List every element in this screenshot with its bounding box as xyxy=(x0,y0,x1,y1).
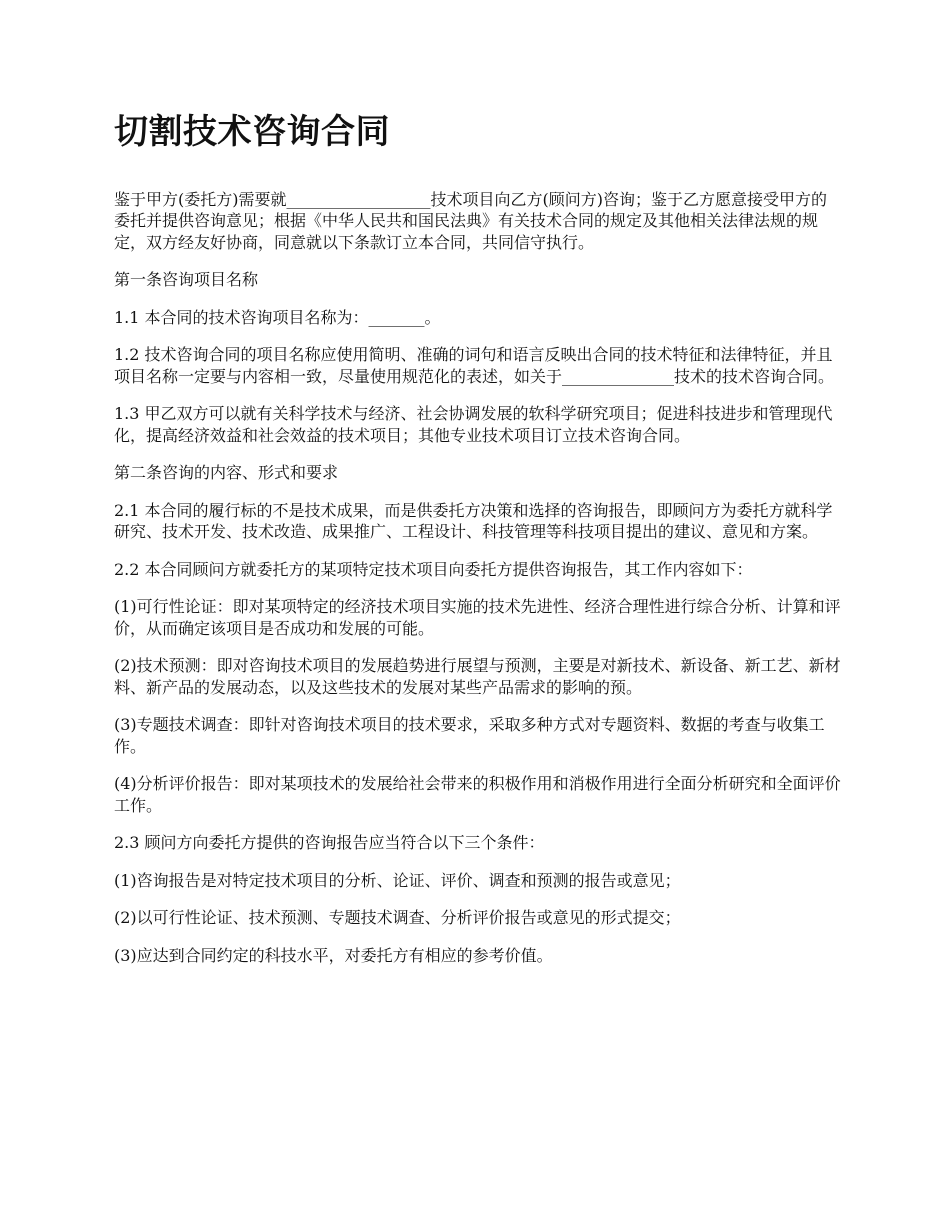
clause-2-2-item-3: (3)专题技术调查：即针对咨询技术项目的技术要求，采取多种方式对专题资料、数据的考查与收集工作。 xyxy=(114,715,825,756)
clause-1-3: 1.3 甲乙双方可以就有关科学技术与经济、社会协调发展的软科学研究项目；促进科技进步和管理现代化，提高经济效益和社会效益的技术项目；其他专业技术项目订立技术咨询合同。 xyxy=(114,404,833,445)
clause-2-3-item-1: (1)咨询报告是对特定技术项目的分析、论证、评价、调查和预测的报告或意见； xyxy=(114,870,681,890)
clause-2-2-item-2: (2)技术预测：即对咨询技术项目的发展趋势进行展望与预测，主要是对新技术、新设备、新工艺、新材料、新产品的发展动态，以及这些技术的发展对某些产品需求的影响的预。 xyxy=(114,656,841,697)
clause-2-3-item-3: (3)应达到合同约定的科技水平，对委托方有相应的参考价值。 xyxy=(114,945,553,965)
clause-2-3: 2.3 顾问方向委托方提供的咨询报告应当符合以下三个条件： xyxy=(114,833,545,853)
document-page xyxy=(114,112,841,982)
document-title: 切割技术咨询合同 xyxy=(114,112,390,152)
clause-1-1: 1.1 本合同的技术咨询项目名称为：_______。 xyxy=(114,307,441,327)
preamble-paragraph: 鉴于甲方(委托方)需要就__________________技术项目向乙方(顾问方)咨询；鉴于乙方愿意接受甲方的委托并提供咨询意见；根据《中华人民共和国民法典》有关技术合同的规定及其他相关法律法规的规定，双方经友好协商，同意就以下条款订立本合同，共同信守执行。 xyxy=(114,189,827,252)
clause-2-2: 2.2 本合同顾问方就委托方的某项特定技术项目向委托方提供咨询报告，其工作内容如下： xyxy=(114,559,753,579)
article-2-heading: 第二条咨询的内容、形式和要求 xyxy=(114,463,339,483)
clause-2-1: 2.1 本合同的履行标的不是技术成果，而是供委托方决策和选择的咨询报告，即顾问方为委托方就科学研究、技术开发、技术改造、成果推广、工程设计、科技管理等科技项目提出的建议、意见和方案。 xyxy=(114,500,833,542)
article-1-heading: 第一条咨询项目名称 xyxy=(114,270,259,290)
clause-1-2: 1.2 技术咨询合同的项目名称应使用简明、准确的词句和语言反映出合同的技术特征和法律特征，并且项目名称一定要与内容相一致，尽量使用规范化的表述，如关于______________技术的技术咨询合同。 xyxy=(114,345,835,386)
clause-2-2-item-4: (4)分析评价报告：即对某项技术的发展给社会带来的积极作用和消极作用进行全面分析研究和全面评价工作。 xyxy=(114,774,841,815)
clause-2-2-item-1: (1)可行性论证：即对某项特定的经济技术项目实施的技术先进性、经济合理性进行综合分析、计算和评价，从而确定该项目是否成功和发展的可能。 xyxy=(114,597,841,638)
clause-2-3-item-2: (2)以可行性论证、技术预测、专题技术调查、分析评价报告或意见的形式提交； xyxy=(114,908,681,928)
